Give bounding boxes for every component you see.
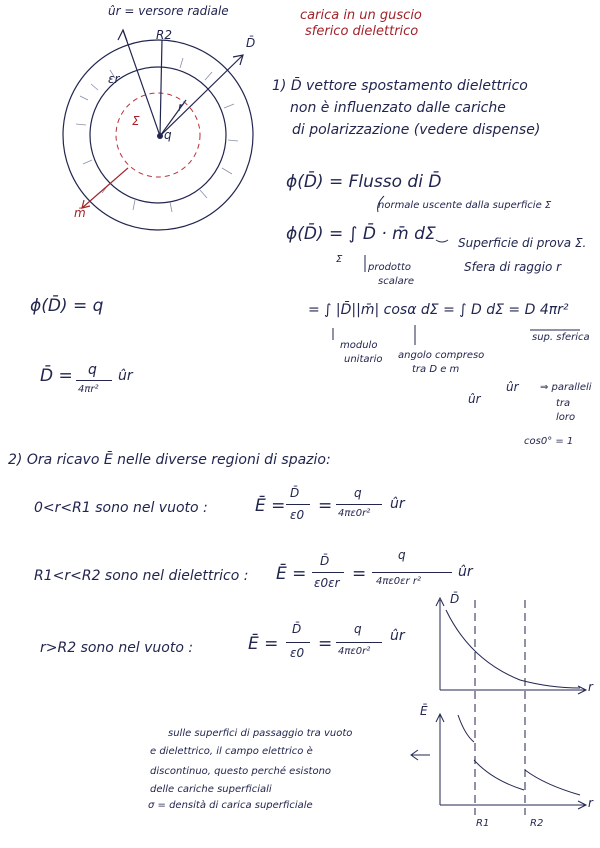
parallel-note-2: tra — [556, 398, 571, 409]
graph-r2-tick: R2 — [530, 818, 544, 829]
r-label: r — [178, 100, 183, 114]
epsilon-r-label: εr — [108, 72, 120, 86]
normal-label: m̄ — [74, 206, 86, 220]
region2-bar2 — [372, 572, 452, 573]
region2-f1-den: ε0εr — [314, 576, 340, 590]
scalar-product-1: prodotto — [368, 262, 412, 273]
region1-e: Ē = — [255, 496, 286, 516]
region1-bar1 — [286, 504, 310, 505]
region3-ur: ûr — [390, 628, 405, 644]
note-arrow — [411, 750, 430, 760]
modulus-note-2: unitario — [344, 354, 383, 365]
graph-d-axis: D̄ — [450, 592, 460, 606]
d-result-ur: ûr — [118, 368, 133, 384]
flux-definition: ϕ(D̄) = Flusso di D̄ — [286, 172, 442, 192]
modulus-note-1: modulo — [340, 340, 378, 351]
region2-label: R1<r<R2 sono nel dielettrico : — [34, 568, 249, 584]
note-line5: σ = densità di carica superficiale — [148, 800, 313, 811]
region2-f1-num: D̄ — [320, 554, 330, 568]
region1-f1-den: ε0 — [290, 508, 305, 522]
r2-label: R2 — [156, 28, 172, 42]
part1-line2: non è influenzato dalle cariche — [290, 100, 506, 116]
surface-note-2: Sfera di raggio r — [464, 260, 562, 274]
title-line-2: sferico dielettrico — [305, 24, 419, 39]
region3-eq: = — [318, 634, 333, 654]
d-fraction-bar — [76, 380, 112, 381]
spherical-surface-note: sup. sferica — [532, 332, 590, 343]
ur-arrow-1: ûr — [468, 392, 481, 406]
part1-line1: 1) D̄ vettore spostamento dielettrico — [272, 78, 528, 94]
sigma-subscript: Σ — [336, 254, 343, 265]
region1-label: 0<r<R1 sono nel vuoto : — [34, 500, 208, 516]
ur-arrow-2: ûr — [506, 380, 519, 394]
region1-eq: = — [318, 496, 333, 516]
normal-arrow — [82, 168, 128, 208]
part2-heading: 2) Ora ricavo Ē nelle diverse regioni di spazio: — [8, 452, 331, 468]
d-result-lhs: D̄ = — [40, 366, 73, 386]
region1-bar2 — [336, 504, 382, 505]
ur-label: ûr = versore radiale — [108, 4, 229, 18]
region1-f2-den: 4πε0r² — [338, 508, 371, 519]
parallel-note-1: ⇒ paralleli — [540, 382, 592, 393]
flux-expansion: = ∫ |D̄||m̄| cosα dΣ = ∫ D dΣ = D 4πr² — [308, 302, 569, 318]
flux-integral: ϕ(D̄) = ∫ D̄ · m̄ dΣ — [286, 224, 436, 244]
part1-line3: di polarizzazione (vedere dispense) — [292, 122, 541, 138]
region2-bar1 — [312, 572, 344, 573]
region1-f1-num: D̄ — [290, 486, 300, 500]
region3-f2-num: q — [354, 622, 362, 636]
region3-f2-den: 4πε0r² — [338, 646, 371, 657]
region3-bar1 — [286, 642, 310, 643]
region2-f2-num: q — [398, 548, 406, 562]
graph-r-axis-2: r — [588, 796, 593, 810]
region1-f2-num: q — [354, 486, 362, 500]
angle-note-1: angolo compreso — [398, 350, 485, 361]
region3-bar2 — [336, 642, 382, 643]
scalar-product-2: scalare — [378, 276, 415, 287]
d-graph — [436, 598, 586, 815]
region3-f1-num: D̄ — [292, 622, 302, 636]
graph-e-axis: Ē — [420, 704, 428, 718]
title-line-1: carica in un guscio — [300, 8, 422, 23]
region2-ur: ûr — [458, 564, 473, 580]
cos-note: cos0° = 1 — [524, 436, 574, 447]
graph-r1-tick: R1 — [476, 818, 490, 829]
region2-f2-den: 4πε0εr r² — [376, 576, 421, 587]
note-line2: e dielettrico, il campo elettrico è — [150, 746, 313, 757]
angle-note-2: tra D e m — [412, 364, 460, 375]
region3-label: r>R2 sono nel vuoto : — [40, 640, 194, 656]
note-line3: discontinuo, questo perché esistono — [150, 766, 332, 777]
shell-hatching — [76, 58, 238, 212]
parallel-note-3: loro — [556, 412, 576, 423]
charge-label: q — [164, 128, 172, 142]
note-line1: sulle superfici di passaggio tra vuoto — [168, 728, 353, 739]
region3-f1-den: ε0 — [290, 646, 305, 660]
region1-ur: ûr — [390, 496, 405, 512]
flux-result: ϕ(D̄) = q — [30, 296, 104, 316]
d-result-num: q — [88, 362, 97, 378]
region3-e: Ē = — [248, 634, 279, 654]
graph-r-axis-1: r — [588, 680, 593, 694]
d-vector-label: D̄ — [246, 36, 256, 50]
e-graph — [436, 714, 586, 809]
sigma-label: Σ — [132, 114, 140, 128]
region2-e: Ē = — [276, 564, 307, 584]
d-result-den: 4πr² — [78, 384, 99, 395]
normal-note: normale uscente dalla superficie Σ — [378, 200, 552, 211]
surface-note-1: Superficie di prova Σ. — [458, 236, 587, 250]
note-line4: delle cariche superficiali — [150, 784, 272, 795]
region2-eq: = — [352, 564, 367, 584]
